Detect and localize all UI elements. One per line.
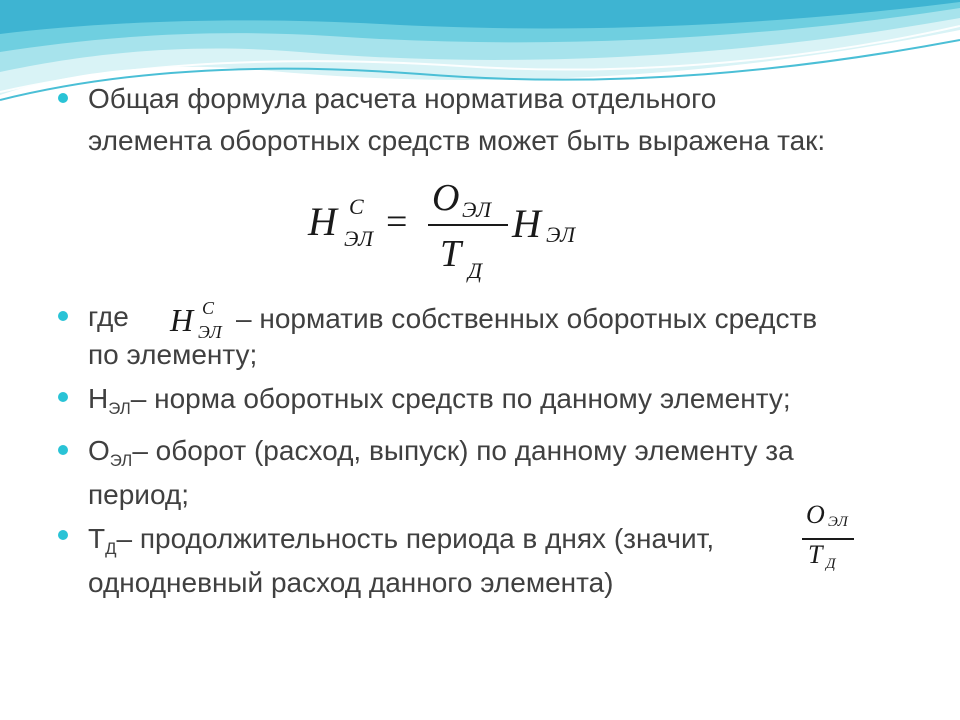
formula-lhs-sup: С bbox=[349, 194, 364, 219]
def-3-text-2: период; bbox=[88, 479, 190, 510]
intro-line-1: Общая формула расчета норматива отдельного bbox=[88, 83, 717, 114]
formula-fraction-bar bbox=[428, 224, 508, 226]
formula-num-sub: ЭЛ bbox=[462, 197, 492, 222]
formula-lhs-main: Н bbox=[308, 199, 337, 244]
def-1-text-2: по элементу; bbox=[88, 339, 258, 370]
intro-line-2: элемента оборотных средств может быть выражена так: bbox=[88, 125, 826, 156]
def-2 bbox=[88, 382, 791, 426]
formula-rhs-sub: ЭЛ bbox=[546, 222, 576, 247]
formula-equals: = bbox=[386, 201, 408, 243]
def-4-frac-num-sub: ЭЛ bbox=[828, 514, 848, 530]
def-3 bbox=[88, 434, 794, 478]
def-4-text-2: однодневный расход данного элемента) bbox=[88, 567, 614, 598]
def-2-symbol-main: Н bbox=[88, 383, 109, 414]
def-3-symbol-main: О bbox=[88, 435, 110, 466]
formula-rhs-main: Н bbox=[512, 201, 541, 246]
def-4-frac-num-main: О bbox=[806, 500, 825, 529]
def-3-text-1: – оборот (расход, выпуск) по данному элементу за bbox=[132, 435, 794, 466]
def-1-symbol-sub: ЭЛ bbox=[198, 322, 222, 342]
def-2-symbol-sub: ЭЛ bbox=[108, 398, 131, 418]
bullet-icon bbox=[58, 392, 68, 402]
bullet-icon bbox=[58, 311, 68, 321]
formula-den-main: Т bbox=[440, 233, 462, 275]
def-4-frac-den-sub: Д bbox=[826, 556, 836, 572]
formula-lhs-sub: ЭЛ bbox=[344, 226, 374, 251]
def-4 bbox=[88, 522, 714, 566]
def-4-symbol-sub: Д bbox=[105, 538, 117, 558]
def-4-symbol-main: Т bbox=[88, 523, 106, 554]
def-1-symbol-main: Н bbox=[170, 302, 194, 338]
def-1-text-1: – норматив собственных оборотных средств bbox=[236, 303, 818, 334]
bullet-icon bbox=[58, 93, 68, 103]
def-4-text-1: – продолжительность периода в днях (значит, bbox=[116, 523, 715, 554]
formula-den-sub: Д bbox=[468, 258, 482, 283]
bullet-icon bbox=[58, 445, 68, 455]
def-2-text: – норма оборотных средств по данному элементу; bbox=[130, 383, 791, 414]
formula-num-main: О bbox=[432, 177, 460, 219]
def-3-symbol-sub: ЭЛ bbox=[109, 450, 133, 470]
def-1-prefix: где bbox=[88, 301, 129, 332]
def-1-symbol-sup: С bbox=[202, 298, 215, 318]
def-4-frac-den-main: Т bbox=[808, 540, 823, 569]
bullet-icon bbox=[58, 530, 68, 540]
